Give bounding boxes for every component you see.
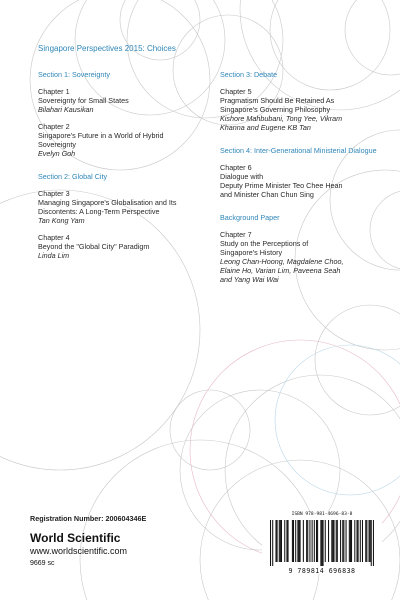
barcode-bar (279, 520, 280, 562)
chapter-title: Singapore's History (220, 248, 283, 257)
section-heading: Section 4: Inter-Generational Ministerial Dialogue (220, 146, 377, 155)
barcode-bar (332, 520, 333, 562)
barcode-bar (312, 520, 313, 562)
barcode-bar (360, 520, 361, 562)
chapter-title: Discontents: A Long-Term Perspective (38, 207, 160, 216)
chapter-author: Tan Kong Yam (38, 216, 85, 225)
right-column (220, 70, 392, 284)
decorative-circle (345, 0, 400, 75)
barcode-bar (349, 520, 350, 562)
barcode-bar (307, 520, 308, 562)
barcode-bar (337, 520, 338, 562)
barcode-bar (281, 520, 282, 562)
barcode-bar (370, 520, 371, 562)
barcode-bar (300, 520, 301, 562)
barcode-bar (346, 520, 347, 562)
barcode-bar (340, 520, 341, 562)
barcode-bar (323, 520, 324, 566)
section-heading: Section 1: Sovereignty (38, 70, 110, 79)
registration-number: Registration Number: 200604346E (30, 514, 147, 523)
barcode-bar (356, 520, 357, 562)
barcode-bar (373, 520, 374, 566)
chapter-title: Study on the Perceptions of (220, 239, 309, 248)
barcode-bar (292, 520, 293, 562)
barcode-bar (342, 520, 343, 562)
chapter-entry (220, 163, 392, 199)
barcode-bar (275, 520, 276, 562)
chapter-title: Sovereignty for Small States (38, 96, 129, 105)
chapter-title: Sovereignty (38, 140, 76, 149)
barcode-bar (280, 520, 281, 562)
chapter-title: Deputy Prime Minister Teo Chee Hean (220, 181, 343, 190)
barcode-bar (295, 520, 296, 562)
chapter-author: Evelyn Goh (38, 149, 76, 158)
publisher-name: World Scientific (30, 531, 121, 545)
barcode-bar (298, 520, 299, 562)
isbn-label: ISBN 978-981-4696-83-8 (291, 512, 353, 517)
chapter-title: Pragmatism Should Be Retained As (220, 96, 335, 105)
decorative-circle (275, 345, 400, 495)
chapter-entry (220, 87, 392, 132)
decorative-circle (315, 305, 400, 415)
barcode-bar (297, 520, 298, 562)
barcode-bar (309, 520, 310, 562)
chapter-entry (38, 87, 210, 114)
barcode-bar (314, 520, 315, 562)
barcode-bar (358, 520, 359, 562)
chapter-author: Kishore Mahbubani, Tong Yee, Vikram (220, 114, 343, 123)
chapter-title: Singapore's Future in a World of Hybrid (38, 131, 164, 140)
barcode-bar (317, 520, 318, 562)
section-heading: Background Paper (220, 213, 280, 222)
chapter-number: Chapter 6 (220, 163, 252, 172)
barcode-bar (343, 520, 344, 562)
left-column (38, 70, 210, 260)
chapter-entry (38, 189, 210, 225)
chapter-author: Khanna and Eugene KB Tan (220, 123, 311, 132)
barcode-bar (362, 520, 363, 562)
chapter-entry (38, 233, 210, 260)
barcode-bar (320, 520, 321, 566)
barcode-bar (331, 520, 332, 562)
chapter-entry (38, 122, 210, 158)
barcode-bar (371, 520, 372, 566)
chapter-number: Chapter 4 (38, 233, 70, 242)
chapter-author: Elaine Ho, Varian Lim, Paveena Seah (220, 266, 341, 275)
barcode-bar (284, 520, 285, 562)
decorative-circle (170, 390, 250, 470)
chapter-number: Chapter 7 (220, 230, 252, 239)
chapter-entry (220, 230, 392, 284)
barcode-bars (262, 520, 382, 566)
barcode-bar (328, 520, 329, 562)
chapter-number: Chapter 3 (38, 189, 70, 198)
chapter-number: Chapter 1 (38, 87, 70, 96)
chapter-author: Leong Chan-Hoong, Magdalene Choo, (220, 257, 344, 266)
barcode-bar (325, 520, 326, 562)
barcode-bar (293, 520, 294, 562)
chapter-title: Singapore's Governing Philosophy (220, 105, 331, 114)
barcode-bar (354, 520, 355, 562)
barcode-bar (316, 520, 317, 562)
isbn-barcode (262, 512, 382, 574)
chapter-number: Chapter 5 (220, 87, 252, 96)
chapter-title: and Minister Chan Chun Sing (220, 190, 314, 199)
section-heading: Section 3: Debate (220, 70, 278, 79)
barcode-bar (277, 520, 278, 562)
barcode-bar (286, 520, 287, 562)
barcode-bar (306, 520, 307, 562)
section-heading: Section 2: Global City (38, 172, 108, 181)
chapter-number: Chapter 2 (38, 122, 70, 131)
isbn-digits: 9 789814 696838 (288, 567, 356, 575)
barcode-bar (321, 520, 322, 566)
barcode-bar (303, 520, 304, 562)
barcode-bar (365, 520, 366, 562)
chapter-author: Bilahari Kausikan (38, 105, 94, 114)
chapter-title: Beyond the "Global City" Paradigm (38, 242, 150, 251)
barcode-bar (336, 520, 337, 562)
series-title: Singapore Perspectives 2015: Choices (38, 44, 176, 53)
chapter-author: Linda Lim (38, 251, 70, 260)
barcode-bar (366, 520, 367, 562)
barcode-bar (270, 520, 271, 566)
publisher-url[interactable]: www.worldscientific.com (30, 546, 128, 556)
barcode-bar (350, 520, 351, 562)
barcode-bar (272, 520, 273, 566)
barcode-bar (351, 520, 352, 562)
barcode-bar (369, 520, 370, 562)
chapter-author: and Yang Wai Wai (220, 275, 279, 284)
barcode-bar (288, 520, 289, 562)
chapter-title: Managing Singapore's Globalisation and Its (38, 198, 177, 207)
barcode-bar (333, 520, 334, 562)
publisher-code: 9669 sc (30, 560, 55, 567)
chapter-title: Dialogue with (220, 172, 264, 181)
